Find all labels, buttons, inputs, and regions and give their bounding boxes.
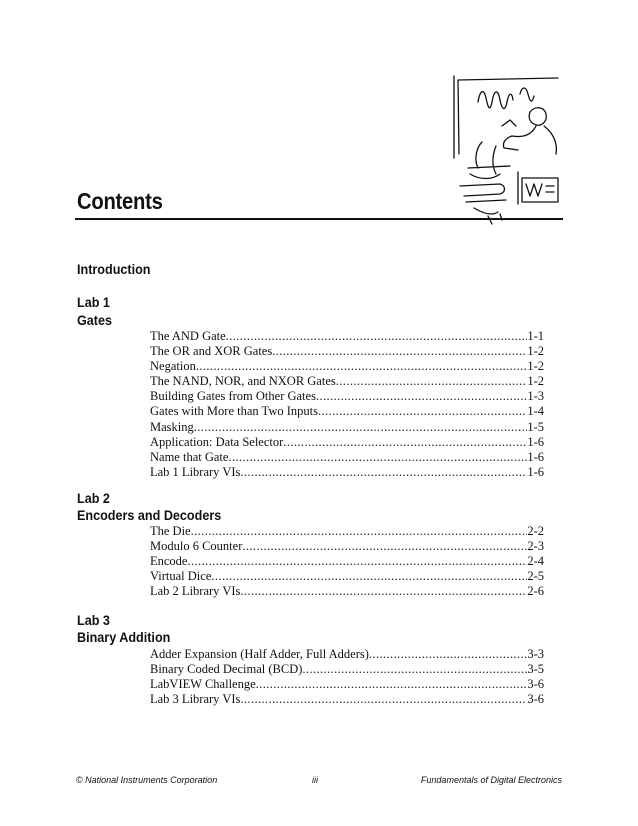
toc-entry-page: 1-2 <box>527 359 544 374</box>
toc-entry-title: Virtual Dice <box>150 569 212 584</box>
lab1-heading-number[interactable]: Lab 1 <box>77 294 110 310</box>
dot-leader <box>226 329 528 344</box>
toc-entry[interactable] <box>150 662 544 677</box>
toc-entry-page: 2-5 <box>527 569 544 584</box>
toc-entry-title: LabVIEW Challenge <box>150 677 256 692</box>
dot-leader <box>242 539 527 554</box>
footer-copyright: © National Instruments Corporation <box>76 775 218 785</box>
dot-leader <box>211 569 527 584</box>
toc-entry-title: Name that Gate <box>150 449 229 464</box>
toc-entry[interactable] <box>150 465 544 480</box>
toc-entry[interactable] <box>150 692 544 707</box>
dot-leader <box>196 359 528 374</box>
toc-entry-page: 3-6 <box>527 692 544 707</box>
lab2-toc-list <box>150 524 544 599</box>
footer-page-number: iii <box>312 775 318 785</box>
toc-entry[interactable] <box>150 524 544 539</box>
dot-leader <box>256 677 528 692</box>
toc-entry[interactable] <box>150 584 544 599</box>
toc-entry-title: Masking <box>150 419 194 434</box>
toc-entry[interactable] <box>150 435 544 450</box>
toc-entry-title: Negation <box>150 359 196 374</box>
toc-entry[interactable] <box>150 450 544 465</box>
dot-leader <box>194 420 528 435</box>
toc-entry-title: The NAND, NOR, and NXOR Gates <box>150 374 336 389</box>
page-title: Contents <box>77 188 163 214</box>
dot-leader <box>191 524 528 539</box>
toc-entry[interactable] <box>150 344 544 359</box>
dot-leader <box>316 389 527 404</box>
toc-entry-title: The Die <box>150 524 191 538</box>
toc-entry-page: 2-2 <box>527 524 544 538</box>
toc-entry-title: Lab 3 Library VIs <box>150 692 241 707</box>
toc-entry-page: 1-6 <box>527 449 544 464</box>
dot-leader <box>318 404 527 419</box>
toc-entry-page: 2-6 <box>527 584 544 599</box>
toc-entry-title: Application: Data Selector <box>150 434 284 449</box>
toc-entry-page: 3-3 <box>527 647 544 661</box>
toc-entry-page: 1-6 <box>527 464 544 479</box>
dot-leader <box>336 374 528 389</box>
toc-entry-title: Encode <box>150 554 188 569</box>
toc-entry-title: Gates with More than Two Inputs <box>150 404 318 419</box>
lab1-toc-list <box>150 329 544 480</box>
toc-entry-page: 2-4 <box>527 554 544 569</box>
dot-leader <box>302 662 527 677</box>
toc-entry-page: 1-1 <box>527 329 544 343</box>
toc-entry[interactable] <box>150 374 544 389</box>
lab2-heading-number[interactable]: Lab 2 <box>77 490 110 506</box>
toc-entry-title: Binary Coded Decimal (BCD) <box>150 662 303 677</box>
toc-entry[interactable] <box>150 404 544 419</box>
lab3-heading-number[interactable]: Lab 3 <box>77 612 110 628</box>
toc-entry[interactable] <box>150 389 544 404</box>
instrument-illustration-icon <box>440 68 565 232</box>
toc-entry-title: The AND Gate <box>150 329 226 343</box>
toc-entry-page: 3-5 <box>527 662 544 677</box>
toc-entry[interactable] <box>150 329 544 344</box>
footer-book-title: Fundamentals of Digital Electronics <box>420 775 562 785</box>
dot-leader <box>272 344 527 359</box>
toc-entry[interactable] <box>150 677 544 692</box>
toc-entry-title: The OR and XOR Gates <box>150 344 273 359</box>
toc-entry-page: 1-2 <box>527 344 544 359</box>
toc-entry-title: Lab 2 Library VIs <box>150 584 241 599</box>
toc-entry-title: Lab 1 Library VIs <box>150 464 241 479</box>
toc-entry-title: Building Gates from Other Gates <box>150 389 316 404</box>
toc-entry-page: 1-5 <box>527 419 544 434</box>
toc-entry-page: 1-6 <box>527 434 544 449</box>
toc-entry-title: Adder Expansion (Half Adder, Full Adders) <box>150 647 369 661</box>
lab2-heading-title[interactable]: Encoders and Decoders <box>77 507 222 523</box>
toc-entry[interactable] <box>150 539 544 554</box>
lab3-heading-title[interactable]: Binary Addition <box>77 629 171 645</box>
toc-entry[interactable] <box>150 569 544 584</box>
dot-leader <box>187 554 527 569</box>
toc-entry-title: Modulo 6 Counter <box>150 539 243 554</box>
toc-entry[interactable] <box>150 647 544 662</box>
toc-entry[interactable] <box>150 554 544 569</box>
section-heading-introduction[interactable]: Introduction <box>77 261 151 277</box>
lab1-heading-title[interactable]: Gates <box>77 312 113 328</box>
toc-entry[interactable] <box>150 359 544 374</box>
dot-leader <box>283 435 527 450</box>
toc-entry-page: 2-3 <box>527 539 544 554</box>
toc-entry[interactable] <box>150 420 544 435</box>
lab3-toc-list <box>150 647 544 707</box>
title-divider <box>75 218 563 220</box>
toc-entry-page: 3-6 <box>527 677 544 692</box>
toc-entry-page: 1-4 <box>527 404 544 419</box>
dot-leader <box>228 450 527 465</box>
dot-leader <box>240 465 527 480</box>
dot-leader <box>240 692 527 707</box>
toc-entry-page: 1-2 <box>527 374 544 389</box>
dot-leader <box>369 647 527 662</box>
toc-entry-page: 1-3 <box>527 389 544 404</box>
dot-leader <box>240 584 527 599</box>
